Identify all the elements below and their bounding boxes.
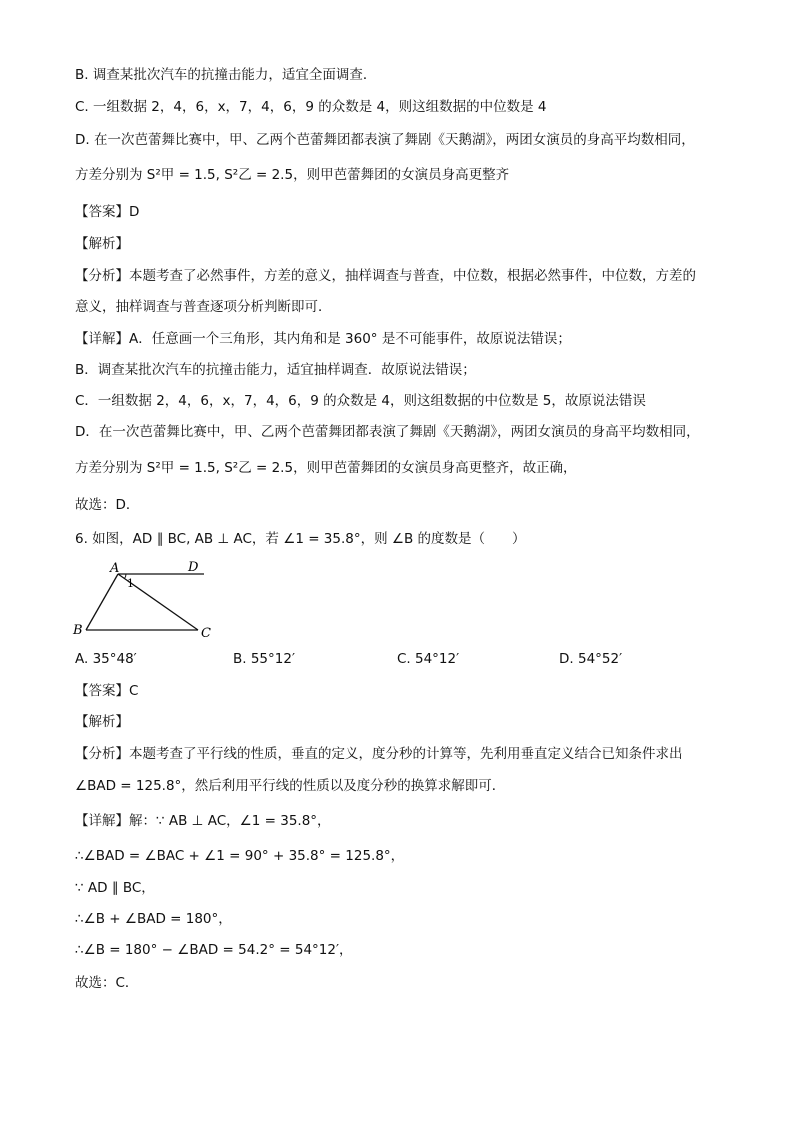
q5-jiexi-heading: 【解析】 — [75, 236, 129, 252]
q5-choose: 故选：D． — [75, 497, 140, 513]
q5-detail-c: C．一组数据 2，4，6，x，7，4，6，9 的众数是 4，则这组数据的中位数是 5，故原说法错误 — [75, 393, 646, 409]
angle-arc — [125, 574, 127, 579]
q5-option-c: C. 一组数据 2，4，6，x，7，4，6，9 的众数是 4，则这组数据的中位数是 4 — [75, 99, 547, 115]
q5-option-d-line1: D. 在一次芭蕾舞比赛中，甲、乙两个芭蕾舞团都表演了舞剧《天鹅湖》，两团女演员的身高平均数相同， — [75, 132, 695, 148]
label-angle-1: 1 — [127, 577, 134, 590]
q6-detail-line2: ∴∠BAD = ∠BAC + ∠1 = 90° + 35.8° = 125.8°， — [75, 848, 405, 864]
q6-jiexi-heading: 【解析】 — [75, 714, 129, 730]
q6-detail-line5: ∴∠B = 180° − ∠BAD = 54.2° = 54°12′， — [75, 942, 353, 958]
q6-option-a: A. 35°48′ — [75, 651, 137, 667]
q5-detail-d-line1: D．在一次芭蕾舞比赛中，甲、乙两个芭蕾舞团都表演了舞剧《天鹅湖》，两团女演员的身高平均数相同， — [75, 424, 700, 440]
q6-option-b: B. 55°12′ — [233, 651, 296, 667]
q5-option-b: B. 调查某批次汽车的抗撞击能力，适宜全面调查． — [75, 67, 377, 83]
q5-analysis-line1: 【分析】本题考查了必然事件，方差的意义，抽样调查与普查，中位数，根据必然事件，中位数，方差的 — [75, 268, 696, 284]
q6-detail-line1: 【详解】解：∵ AB ⊥ AC，∠1 = 35.8°， — [75, 813, 331, 829]
q5-option-d-line2: 方差分别为 S²甲 = 1.5, S²乙 = 2.5，则甲芭蕾舞团的女演员身高更整齐 — [75, 167, 510, 183]
q6-detail-line4: ∴∠B + ∠BAD = 180°， — [75, 911, 232, 927]
line-ab — [86, 574, 118, 630]
q5-detail-d-line2: 方差分别为 S²甲 = 1.5, S²乙 = 2.5，则甲芭蕾舞团的女演员身高更整齐，故正确， — [75, 460, 577, 476]
q6-stem: 6. 如图，AD ∥ BC, AB ⊥ AC，若 ∠1 = 35.8°，则 ∠B 的度数是（ ） — [75, 531, 526, 547]
q5-answer: 【答案】D — [75, 204, 140, 220]
q6-analysis-line1: 【分析】本题考查了平行线的性质，垂直的定义，度分秒的计算等，先利用垂直定义结合已知条件求出 — [75, 746, 683, 762]
q6-detail-line3: ∵ AD ∥ BC， — [75, 880, 155, 896]
q6-option-c: C. 54°12′ — [397, 651, 460, 667]
label-c: C — [201, 626, 211, 641]
label-a: A — [110, 561, 120, 576]
q6-option-d: D. 54°52′ — [559, 651, 623, 667]
q5-analysis-line2: 意义，抽样调查与普查逐项分析判断即可． — [75, 299, 332, 315]
q6-analysis-line2: ∠BAD = 125.8°，然后利用平行线的性质以及度分秒的换算求解即可． — [75, 778, 506, 794]
triangle-figure — [70, 558, 220, 644]
q6-choose: 故选：C． — [75, 975, 139, 991]
q5-detail-a: 【详解】A．任意画一个三角形，其内角和是 360° 是不可能事件，故原说法错误； — [75, 331, 571, 347]
label-d: D — [188, 560, 199, 575]
label-b: B — [73, 623, 83, 638]
q6-answer: 【答案】C — [75, 683, 139, 699]
q5-detail-b: B．调查某批次汽车的抗撞击能力，适宜抽样调查．故原说法错误； — [75, 362, 476, 378]
